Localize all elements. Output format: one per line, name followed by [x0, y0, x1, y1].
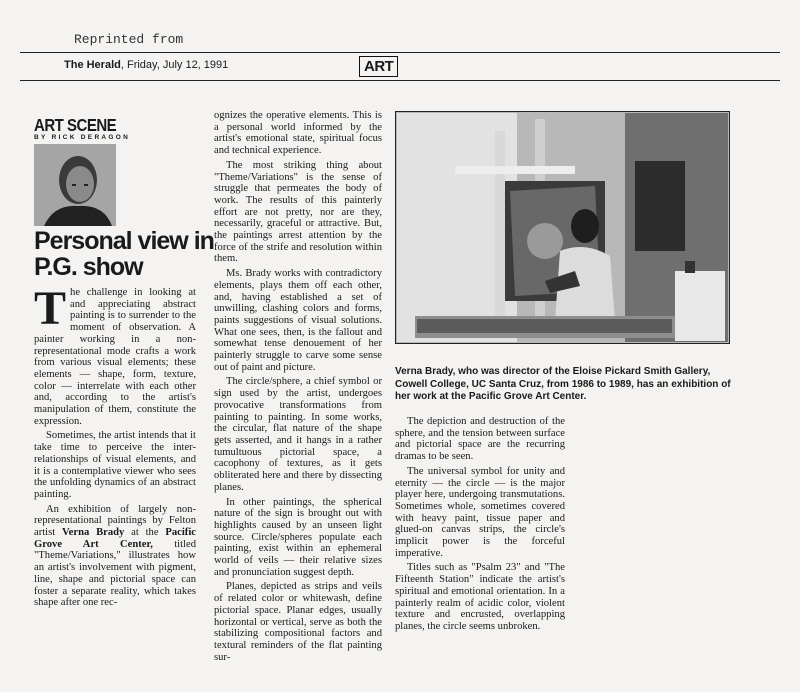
masthead	[64, 59, 228, 71]
column-kicker: ART SCENE	[34, 116, 117, 136]
artist-name: Verna Brady	[62, 527, 125, 539]
paragraph: The circle/sphere, a chief symbol or sign used by the artist, undergoes provocative transformations from painting to painting. In some works, the circular, flat nature of the shape gets asserted, and it hangs in a rather tumultuous pictorial space, a cacophony of textures, as it gets obliterated here and there by dissecting planes.	[214, 376, 382, 493]
paragraph: Titles such as "Psalm 23" and "The Fifteenth Station" indicate the artist's spiritual and emotional orientation. In a painterly realm of acidic color, violent texture and encrusted, overlapping planes, the circle seems unbroken.	[395, 562, 565, 632]
artist-studio-photo	[395, 111, 730, 344]
paragraph: An exhibition of largely non-representational paintings by Felton artist Verna Brady at the Pacific Grove Art Center, titled "Theme/Variations," illustrates how an artist's involvement with pigment, line, shape and pictorial space can foster a separate reality, which takes shape after one rec-	[34, 503, 197, 609]
masthead-rule	[20, 80, 780, 81]
article-column-2	[214, 110, 382, 666]
paragraph: The depiction and destruction of the sphere, and the tension between surface and pictorial space are the recurring dramas to be seen.	[395, 416, 565, 463]
byline: BY RICK DERAGON	[34, 134, 131, 141]
paragraph: The most striking thing about "Theme/Variations" is the sense of struggle that permeates the body of work. The results of this painterly effort are not pretty, nor are they, necessarily, graceful or attractive. But, the paintings arrest attention by the force of the strife and resolution within them.	[214, 159, 382, 265]
article-column-3	[395, 416, 565, 636]
top-rule	[20, 52, 780, 53]
venue-name: Pacific Grove Art Center,	[34, 527, 196, 550]
paragraph: In other paintings, the spherical nature of the sign is brought out with highlights caused by an unseen light source. Circle/spheres populate each painting, exist within an ephemeral world of veils — their relative sizes and pronunciation suggest depth.	[214, 496, 382, 578]
paragraph: Sometimes, the artist intends that it take time to perceive the inter-relationships of visual elements, and it is a contemplative viewer who sees the unfolding dynamics of an abstract painting.	[34, 430, 196, 500]
article-column-1	[34, 282, 197, 612]
paragraph: Ms. Brady works with contradictory elements, plays them off each other, and, having established a set of unwilling, clashing colors and forms, paints suggestions of visual solutions. What one sees, then, is the fallout and somewhat tense denouement of her painterly struggle to carve some sense out of paint and picture.	[214, 268, 382, 373]
publication-date: , Friday, July 12, 1991	[120, 59, 229, 71]
paragraph: ognizes the operative elements. This is a personal world informed by the artist's emotional state, spiritual focus and technical experience.	[214, 110, 382, 157]
paragraph: The universal symbol for unity and eternity — the circle — is the major player here, undergoing transmutations. Sometimes whole, sometimes covered with heavy paint, tissue paper and glued-on canvas strips, the circle's implicit power is the forceful imperative.	[395, 465, 565, 559]
lead-paragraph: The challenge in looking at and appreciating abstract painting is to surrender to the moment of observation. A painter working in a non-representational mode crafts a work from various visual elements; these elements — shape, form, texture, color — interrelate with each other and, according to the artist's manipulation of them, constitute the expression.	[34, 282, 196, 427]
paragraph: Planes, depicted as strips and veils of related color or whitewash, define pictorial space. Planar edges, usually horizontal or vertical, serve as both the stabilizing compositional factors and textural reminders of the flat painting sur-	[214, 581, 382, 663]
headline: Personal view in P.G. show	[34, 227, 214, 281]
photo-caption: Verna Brady, who was director of the Eloise Pickard Smith Gallery, Cowell College, UC Santa Cruz, from 1986 to 1989, has an exhibition of her work at the Pacific Grove Art Center.	[395, 366, 731, 402]
newspaper-name: The Herald	[64, 59, 121, 71]
section-badge: ART	[359, 56, 398, 77]
reprint-label: Reprinted from	[74, 32, 184, 47]
author-photo	[34, 144, 116, 226]
drop-cap: T	[34, 282, 67, 335]
